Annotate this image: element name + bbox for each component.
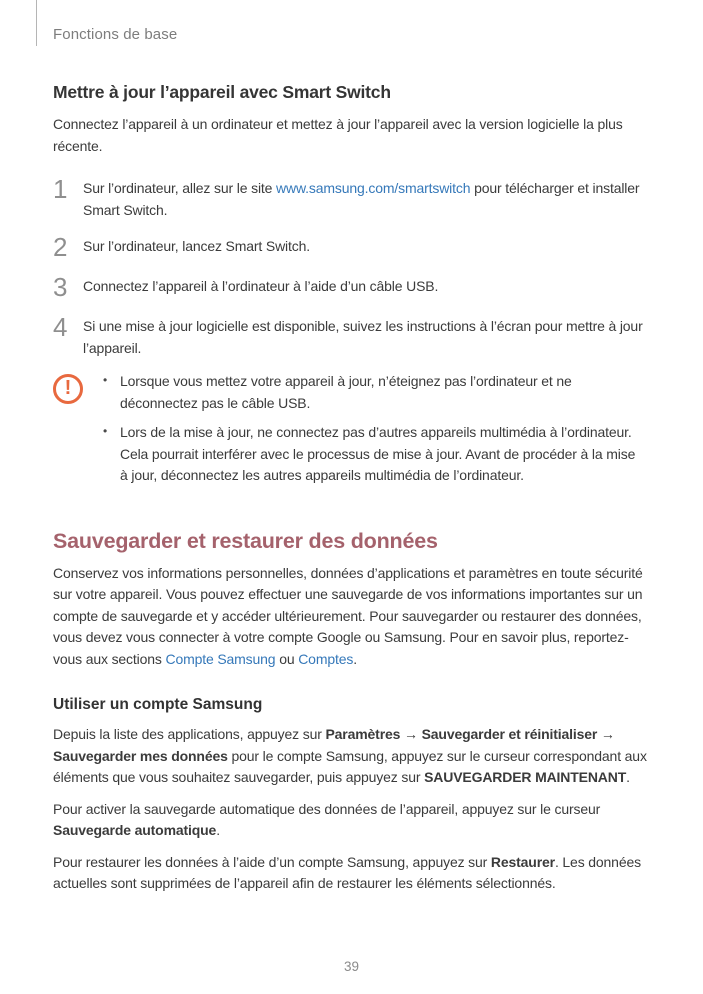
text-segment: . Les données actuelles sont supprimées de l’appareil afin de restaurer les éléments sélectionnés.	[53, 853, 641, 891]
text-segment: pour télécharger et installer Smart Switch.	[83, 180, 640, 218]
page-number: 39	[343, 959, 360, 974]
smartswitch-link[interactable]: www.samsung.com/smartswitch	[276, 180, 471, 196]
step-number: 1	[53, 174, 68, 204]
step-item	[53, 175, 651, 221]
step-item	[53, 313, 651, 359]
text-segment: →	[400, 726, 422, 742]
warning-exclamation-circle-icon	[53, 374, 83, 404]
step-item	[53, 273, 651, 301]
warning-note	[53, 371, 651, 495]
exclamation-glyph: !	[64, 377, 72, 399]
step-number: 3	[53, 272, 68, 302]
header-rule	[36, 0, 37, 46]
text-segment: Conservez vos informations personnelles, données d’applications et paramètres en toute sécurité sur votre appareil. Vous pouvez effectuer une sauvegarde de vos informations importantes sur un compte de sauvegarde et y accéder ultérieurement. Pour sauvegarder ou restaurer des données, vous devez vous connecter à votre compte Google ou Samsung. Pour en savoir plus, reportez-vous aux sections	[53, 564, 643, 667]
step-text	[83, 233, 310, 258]
warning-icon-column	[53, 371, 103, 495]
text-segment: Sur l’ordinateur, allez sur le site	[83, 180, 277, 196]
warning-item	[103, 371, 645, 414]
backup-intro-paragraph	[53, 563, 649, 671]
section-title-update: Mettre à jour l’appareil avec Smart Switch	[53, 82, 391, 102]
paragraph-backup-steps	[53, 724, 649, 789]
bullet-marker: •	[103, 424, 108, 438]
warning-items	[103, 371, 645, 495]
compte-samsung-link[interactable]: Compte Samsung	[165, 650, 276, 667]
text-segment: SAUVEGARDER MAINTENANT	[424, 769, 627, 785]
running-header: Fonctions de base	[53, 26, 178, 43]
text-segment: Paramètres	[325, 726, 401, 742]
section-title-backup: Sauvegarder et restaurer des données	[53, 528, 438, 553]
text-segment: →	[597, 726, 615, 742]
warning-text: Lorsque vous mettez votre appareil à jour, n’éteignez pas l’ordinateur et ne déconnectez pas le câble USB.	[120, 373, 572, 411]
bullet-marker: •	[103, 373, 108, 387]
subsection-title-samsung-account: Utiliser un compte Samsung	[53, 696, 263, 713]
text-segment: .	[216, 822, 220, 838]
steps-list	[53, 175, 651, 359]
paragraph-auto-backup	[53, 799, 649, 842]
intro-paragraph: Connectez l’appareil à un ordinateur et mettez à jour l’appareil avec la version logicielle la plus récente.	[53, 116, 623, 154]
comptes-link[interactable]: Comptes	[298, 650, 354, 667]
text-segment: Connectez l’appareil à l’ordinateur à l’aide d’un câble USB.	[83, 278, 439, 294]
warning-text: Lors de la mise à jour, ne connectez pas d’autres appareils multimédia à l’ordinateur. Cela pourrait interférer avec le processus de mise à jour. Avant de procéder à la mise à jour, déconnectez les autres appareils multimédia de l’ordinateur.	[120, 424, 636, 483]
text-segment: Sauvegarde automatique	[53, 822, 217, 838]
text-segment: Depuis la liste des applications, appuyez sur	[53, 726, 326, 742]
text-segment: .	[626, 769, 630, 785]
text-segment: Sur l’ordinateur, lancez Smart Switch.	[83, 238, 310, 254]
step-item	[53, 233, 651, 261]
step-number: 4	[53, 312, 68, 342]
step-text	[83, 313, 643, 359]
text-segment: Pour activer la sauvegarde automatique des données de l’appareil, appuyez sur le curseur	[53, 800, 601, 817]
text-segment: Sauvegarder et réinitialiser	[421, 726, 598, 742]
text-segment: ou	[275, 650, 299, 667]
text-segment: Restaurer	[490, 853, 555, 870]
text-segment: Pour restaurer les données à l’aide d’un compte Samsung, appuyez sur	[53, 853, 491, 870]
text-segment: Si une mise à jour logicielle est disponible, suivez les instructions à l’écran pour mettre à jour l’appareil.	[83, 318, 643, 356]
step-text	[83, 273, 438, 298]
paragraph-restore	[53, 852, 649, 895]
text-segment: pour le compte Samsung, appuyez sur le curseur correspondant aux éléments que vous souhaitez sauvegarder, puis appuyez sur	[53, 747, 647, 785]
warning-item	[103, 422, 645, 487]
step-number: 2	[53, 232, 68, 262]
text-segment: Sauvegarder mes données	[53, 747, 228, 764]
step-text	[83, 175, 643, 221]
text-segment: .	[353, 650, 357, 667]
